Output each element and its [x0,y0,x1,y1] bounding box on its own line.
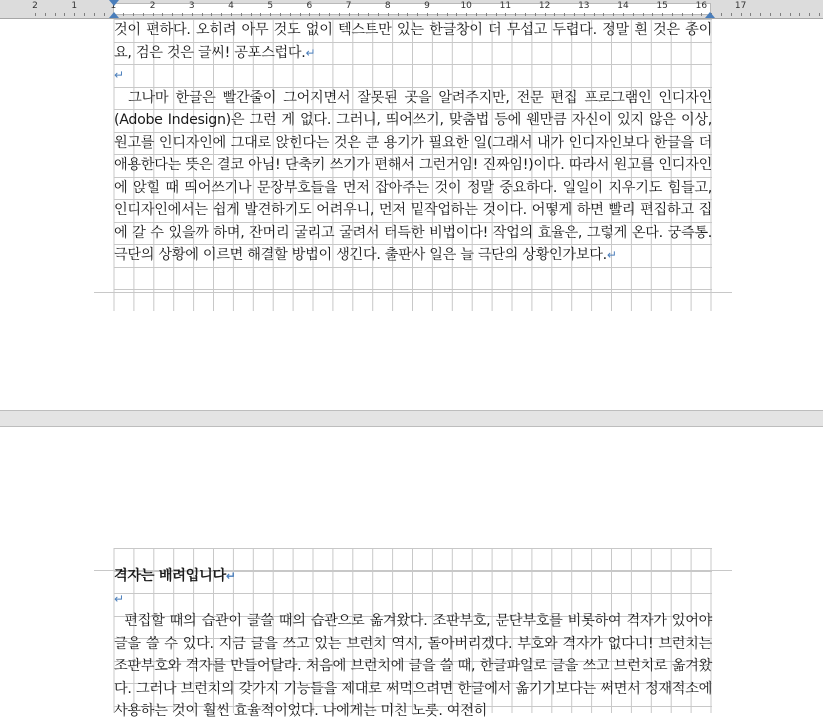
ruler-tick [584,13,585,16]
ruler-tick [437,13,438,16]
ruler-tick [564,13,565,16]
ruler-label: 5 [267,1,274,11]
ruler-tick [662,13,663,16]
ruler-tick [456,13,457,16]
ruler-tick [652,13,653,16]
right-indent-marker[interactable] [705,12,715,18]
left-indent-marker[interactable] [109,12,119,18]
paragraph-mark: ↵ [606,248,617,262]
ruler-tick [554,13,555,16]
ruler-tick [368,13,369,16]
ruler-label: 1 [110,1,117,11]
ruler-label: 16 [695,1,708,11]
ruler-tick [153,13,154,16]
ruler-tick [55,13,56,16]
ruler-tick [535,13,536,16]
paragraph-mark: ↵ [114,591,124,606]
ruler-tick [515,13,516,16]
paragraph-body: 그나마 한글은 빨간줄이 그어지면서 잘못된 곳을 알려주지만, 전문 편집 프로그램인 인디자인(Adobe Indesign)은 그런 게 없다. 그러니, 띄어쓰기, 맞춤법 등에 웬만큼 자신이 있지 않은 이상, 원고를 인디자인에 그대로 앉힌다는 것은 큰 용기가 필요한 일(그래서 내가 인디자인보다 한글을 더 애용한다는 뜻은 결코 아님! 단축키 쓰기가 편해서 그런거임! 진짜임!)이다. 따라서 원고를 인디자인에 앉힐 때 띄어쓰기나 문장부호들을 먼저 잡아주는 것이 정말 중요하다. 일일이 지우기도 힘들고, 인디자인에서는 쉽게 발견하기도 어려우니, 먼저 밑작업하는 것이다. 어떻게 하면 빨리 편집하고 집에 갈 수 있을까 하며, 잔머리 굴리고 굴려서 터득한 비법이다! 작업의 효율은, 그렇게 온다. 궁즉통. 극단의 상황에 이르면 해결할 방법이 생긴다. 출판사 일은 늘 극단의 상황인가보다.↵ [114,89,713,263]
ruler-tick [417,13,418,16]
ruler-label: 14 [617,1,629,11]
ruler-tick [74,13,75,16]
ruler-tick [505,13,506,16]
ruler-tick [476,13,477,16]
ruler-tick [64,13,65,16]
ruler-tick [496,13,497,16]
ruler-tick [270,13,271,16]
ruler-tick [750,13,751,16]
ruler-tick [260,13,261,16]
ruler-label: 1 [71,1,78,11]
ruler-tick [221,13,222,16]
paragraph-mark: ↵ [225,569,236,583]
ruler-tick [104,13,105,16]
ruler-tick [162,13,163,16]
ruler-tick [466,13,467,16]
ruler-tick [613,13,614,16]
ruler-tick [623,13,624,16]
ruler-tick [182,13,183,16]
ruler-tick [770,13,771,16]
ruler-tick [388,13,389,16]
ruler-label: 7 [345,1,352,11]
ruler-label: 2 [149,1,156,11]
ruler-tick [486,13,487,16]
paragraph-body: 편집할 때의 습관이 글쓸 때의 습관으로 옮겨왔다. 조판부호, 문단부호를 비롯하여 격자가 있어야 글을 쓸 수 있다. 지금 글을 쓰고 있는 브런치 역시, 돌아버리겠다. 부호와 격자가 없다니! 브런치는 조판부호와 격자를 만들어달라. 처음에 브런치에 글을 쓸 때, 한글파일로 글을 쓰고 브런치로 옮겨왔다. 그러나 브런치의 갖가지 기능들을 제대로 써먹으려면 한글에서 옮기기보다는 써면서 정재적소에 사용하는 것이 훨씬 효율적이었다. 나에게는 미친 노릇. 여전히 [114,613,713,719]
ruler-tick [799,13,800,16]
ruler-label: 13 [578,1,590,11]
ruler-tick [398,13,399,16]
ruler-tick [790,13,791,16]
ruler-tick [280,13,281,16]
ruler-tick [721,13,722,16]
paragraph-mark: ↵ [305,45,316,60]
ruler-tick [672,13,673,16]
ruler-tick [211,13,212,16]
ruler-tick [241,13,242,16]
ruler-tick [94,13,95,16]
ruler-label: 15 [656,1,668,11]
ruler-label: 3 [188,1,195,11]
ruler-tick [682,13,683,16]
ruler-tick [594,13,595,16]
ruler-label: 17 [734,1,747,11]
ruler-tick [603,13,604,16]
ruler-tick [731,13,732,16]
ruler-tick [123,13,124,16]
ruler-tick [84,13,85,16]
ruler-tick [172,13,173,16]
ruler-label: 10 [460,1,472,11]
ruler-tick [701,13,702,16]
ruler-tick [809,13,810,16]
ruler-label: 12 [538,1,551,11]
ruler-label: 2 [32,1,38,11]
ruler-tick [574,13,575,16]
empty-paragraph [114,64,712,87]
paragraph-top: 것이 편하다. 오히려 아무 것도 없이 텍스트만 있는 한글창이 더 무섭고 두렵다. 정말 흰 것은 종이요, 검은 것은 글씨! 공포스럽다.↵ [114,22,712,61]
paragraph-mark: ↵ [114,68,124,82]
section-heading: 격자는 배려입니다↵ [114,568,236,584]
ruler-tick [692,13,693,16]
page-2-body[interactable] [114,565,712,723]
ruler-label: 6 [306,1,313,11]
ruler-tick [407,13,408,16]
ruler-tick [741,13,742,16]
ruler-tick [760,13,761,16]
ruler-tick [35,13,36,16]
ruler-tick [447,13,448,16]
first-line-indent-marker[interactable] [109,0,119,6]
ruler-tick [349,13,350,16]
ruler-tick [378,13,379,16]
ruler-tick [339,13,340,16]
ruler-tick [358,13,359,16]
page-1-body[interactable] [114,19,712,267]
ruler-tick [643,13,644,16]
ruler-tick [202,13,203,16]
ruler-tick [143,13,144,16]
ruler-tick [545,13,546,16]
ruler-tick [290,13,291,16]
ruler-tick [780,13,781,16]
ruler-tick [309,13,310,16]
ruler-tick [231,13,232,16]
ruler-tick [45,13,46,16]
ruler-tick [192,13,193,16]
ruler-tick [251,13,252,16]
ruler-tick [329,13,330,16]
ruler-label: 11 [499,1,512,11]
ruler-tick [819,13,820,16]
horizontal-ruler[interactable] [0,0,823,19]
empty-paragraph [114,588,712,611]
ruler-tick [300,13,301,16]
ruler-tick [133,13,134,16]
ruler-label: 4 [228,1,234,11]
ruler-tick [427,13,428,16]
ruler-label: 9 [424,1,430,11]
ruler-tick [319,13,320,16]
ruler-tick [525,13,526,16]
page-separator [0,410,823,427]
ruler-tick [633,13,634,16]
ruler-label: 8 [384,1,391,11]
